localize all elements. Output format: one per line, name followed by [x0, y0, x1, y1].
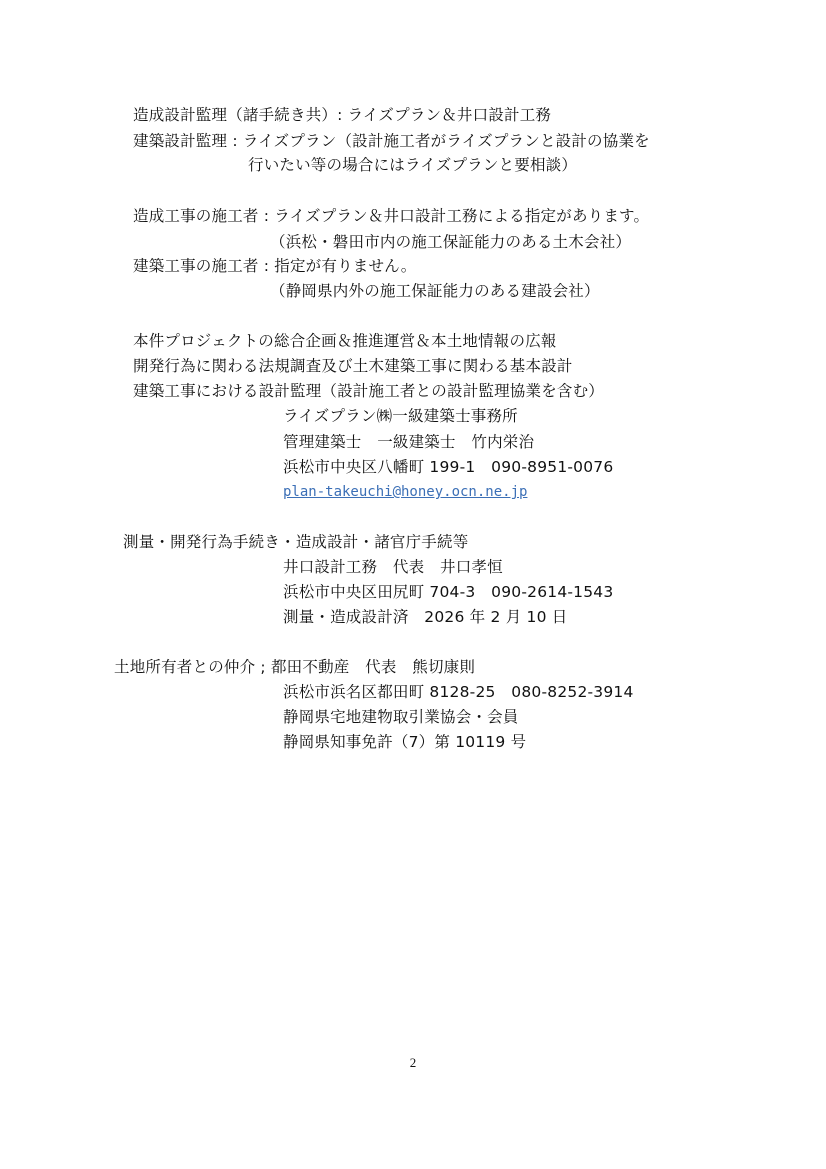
broker-association: 静岡県宅地建物取引業協会・会員 [283, 708, 519, 726]
building-design-supervision-note: 行いたい等の場合にはライズプランと要相談） [248, 156, 578, 174]
building-contractor-note: （静岡県内外の施工保証能力のある建設会社） [270, 282, 600, 300]
iguchi-company: 井口設計工務 代表 井口孝恒 [283, 558, 503, 576]
broker-license: 静岡県知事免許（7）第 10119 号 [283, 733, 527, 751]
rise-plan-address: 浜松市中央区八幡町 199-1 090-8951-0076 [283, 458, 614, 476]
rise-plan-email-link[interactable]: plan-takeuchi@honey.ocn.ne.jp [283, 484, 528, 500]
building-contractor: 建築工事の施工者 : 指定が有りません。 [133, 257, 417, 275]
broker-line: 土地所有者との仲介 ; 都田不動産 代表 熊切康則 [114, 658, 476, 676]
iguchi-heading: 測量・開発行為手続き・造成設計・諸官庁手続等 [123, 533, 469, 551]
rise-plan-company: ライズプラン㈱一級建築士事務所 [283, 407, 518, 425]
grading-contractor-note: （浜松・磐田市内の施工保証能力のある土木会社） [270, 233, 632, 251]
rise-plan-person: 管理建築士 一級建築士 竹内栄治 [283, 433, 535, 451]
rise-plan-role-2: 開発行為に関わる法規調査及び土木建築工事に関わる基本設計 [133, 357, 573, 375]
rise-plan-role-1: 本件プロジェクトの総合企画＆推進運営＆本土地情報の広報 [133, 332, 557, 350]
iguchi-status: 測量・造成設計済 2026 年 2 月 10 日 [283, 608, 568, 626]
broker-address: 浜松市浜名区都田町 8128-25 080-8252-3914 [283, 683, 634, 701]
iguchi-address: 浜松市中央区田尻町 704-3 090-2614-1543 [283, 583, 614, 601]
grading-contractor: 造成工事の施工者 : ライズプラン＆井口設計工務による指定があります。 [133, 207, 650, 225]
page-number: 2 [409, 1055, 417, 1070]
rise-plan-role-3: 建築工事における設計監理（設計施工者との設計監理協業を含む） [133, 382, 605, 400]
building-design-supervision: 建築設計監理 : ライズプラン（設計施工者がライズプランと設計の協業を [133, 132, 650, 150]
grading-design-supervision: 造成設計監理（諸手続き共）: ライズプラン＆井口設計工務 [133, 106, 552, 124]
